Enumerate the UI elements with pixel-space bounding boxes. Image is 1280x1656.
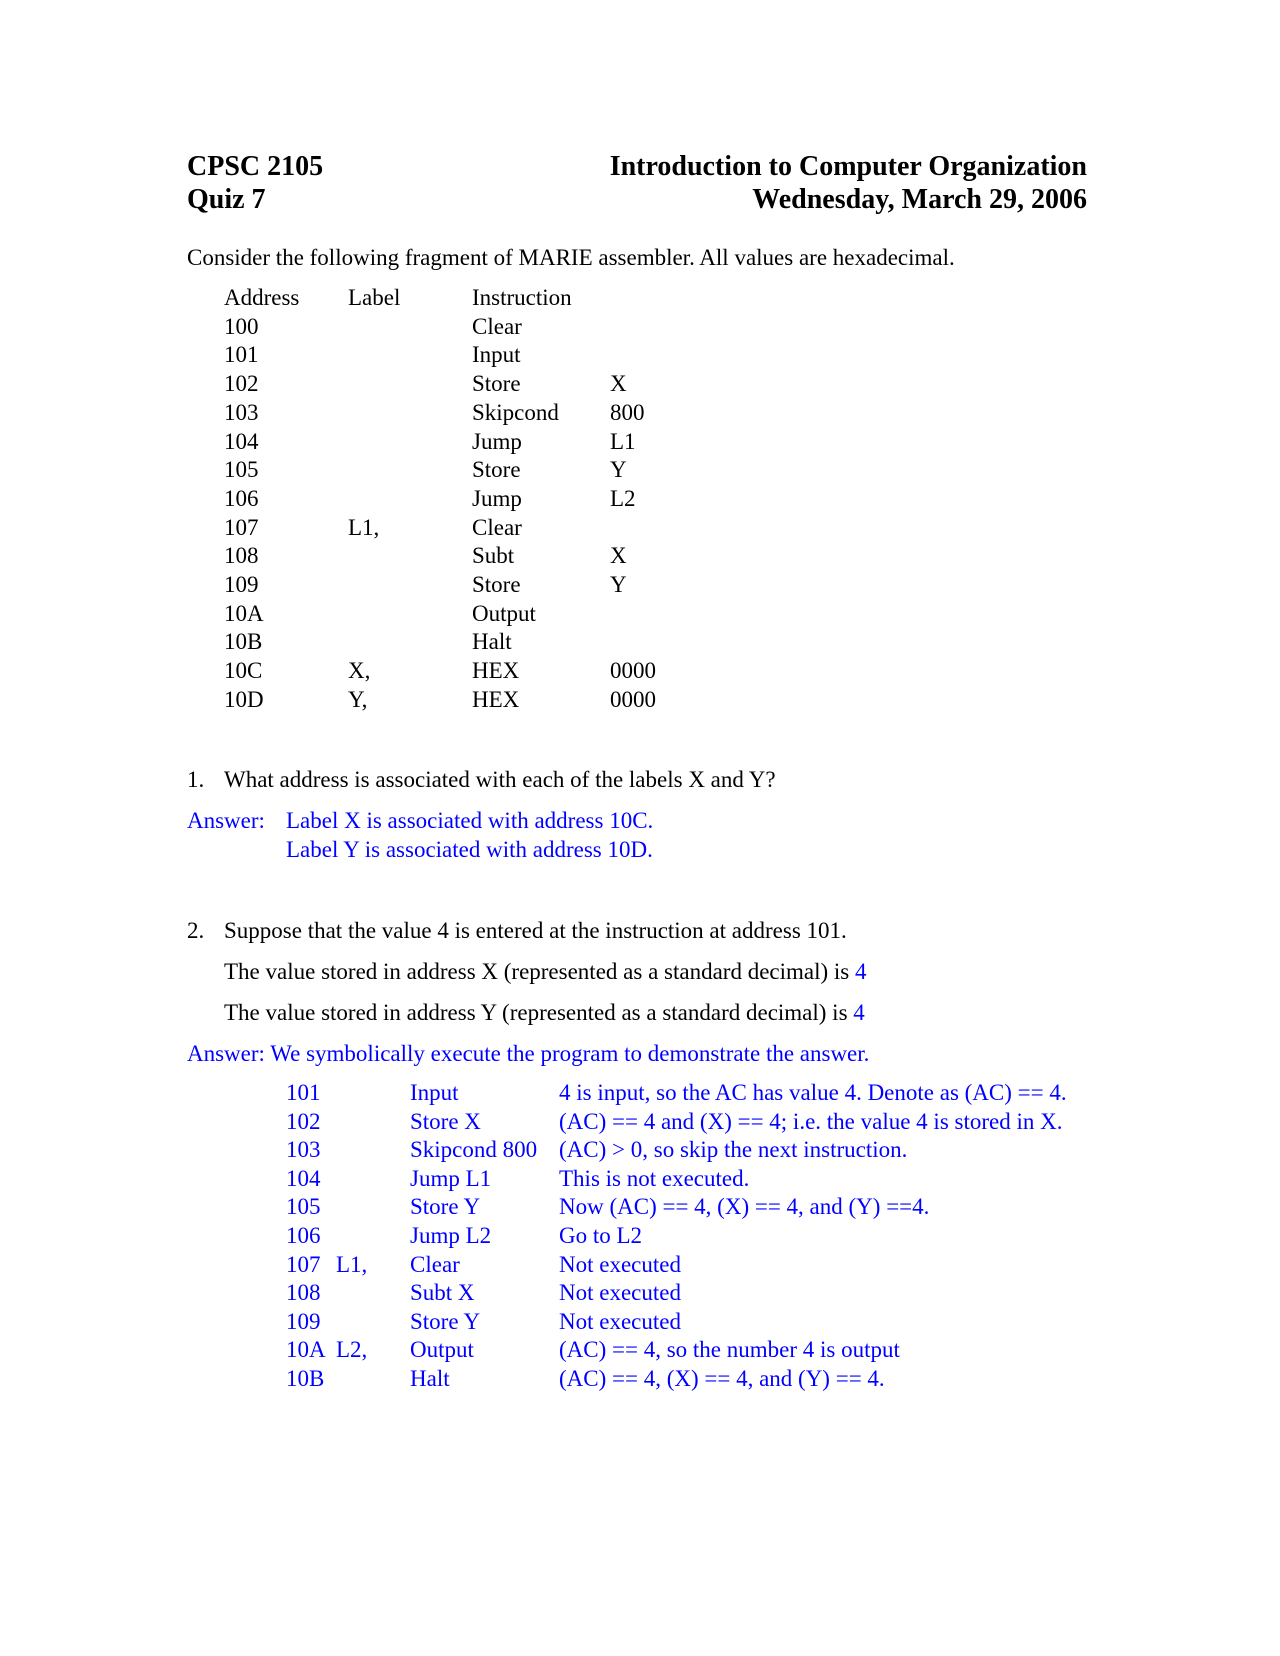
program-address: 100	[224, 313, 259, 339]
trace-row	[0, 1192, 1280, 1221]
trace-address: 10A	[286, 1337, 326, 1363]
trace-table	[0, 1078, 1280, 1408]
quiz-number: Quiz 7	[187, 184, 266, 215]
trace-instruction: Output	[410, 1337, 474, 1363]
trace-row	[0, 1135, 1280, 1164]
program-instruction: Store	[472, 457, 521, 483]
program-row	[0, 570, 1280, 599]
program-operand: Y	[610, 457, 627, 483]
program-address: 108	[224, 543, 259, 569]
q2-number: 2.	[187, 918, 205, 943]
program-address: 104	[224, 428, 259, 454]
q1-question: What address is associated with each of the labels X and Y?	[224, 767, 776, 792]
program-row	[0, 369, 1280, 398]
program-address: 103	[224, 399, 259, 425]
q2-x-value: 4	[854, 959, 867, 984]
program-instruction: Store	[472, 572, 521, 597]
trace-note: Not executed	[559, 1251, 681, 1277]
trace-row	[0, 1107, 1280, 1136]
program-row	[0, 541, 1280, 570]
trace-address: 109	[286, 1308, 321, 1334]
program-operand: Y	[610, 572, 627, 597]
trace-note: 4 is input, so the AC has value 4. Denote as (AC) == 4.	[559, 1080, 1067, 1105]
program-address: 106	[224, 485, 259, 511]
program-row	[0, 599, 1280, 628]
program-instruction: Subt	[472, 543, 515, 569]
trace-note: (AC) == 4, so the number 4 is output	[559, 1337, 900, 1363]
trace-address: 10B	[286, 1366, 325, 1391]
program-address: 102	[224, 371, 259, 397]
program-label: L1,	[348, 514, 380, 540]
trace-note: (AC) > 0, so skip the next instruction.	[559, 1137, 908, 1163]
program-instruction: Output	[472, 600, 536, 626]
trace-row	[0, 1278, 1280, 1307]
program-instruction: Clear	[472, 313, 522, 339]
program-instruction: Jump	[472, 485, 522, 511]
program-row	[0, 455, 1280, 484]
trace-instruction: Jump L1	[410, 1165, 492, 1191]
trace-address: 103	[286, 1137, 321, 1163]
trace-address: 105	[286, 1194, 321, 1220]
trace-label: L2,	[336, 1337, 368, 1363]
program-table	[0, 283, 1280, 723]
program-operand: L1	[610, 428, 636, 454]
program-instruction: Input	[472, 342, 521, 368]
trace-note: (AC) == 4 and (X) == 4; i.e. the value 4 is stored in X.	[559, 1108, 1063, 1134]
trace-instruction: Input	[410, 1080, 459, 1105]
q1-number: 1.	[187, 767, 205, 792]
q1-answer-x: Label X is associated with address 10C.	[286, 808, 654, 833]
trace-note: Not executed	[559, 1308, 681, 1334]
program-address: 10B	[224, 629, 263, 655]
label-column-header: Label	[348, 285, 401, 310]
program-address: 107	[224, 514, 259, 540]
program-row	[0, 398, 1280, 427]
q1-answer-label: Answer:	[187, 808, 265, 833]
trace-note: Go to L2	[559, 1223, 643, 1248]
trace-row	[0, 1250, 1280, 1279]
program-label: X,	[348, 658, 371, 684]
program-operand: 0000	[610, 686, 656, 712]
program-row	[0, 656, 1280, 685]
program-label: Y,	[348, 686, 368, 712]
program-operand: X	[610, 371, 627, 397]
program-row	[0, 312, 1280, 341]
program-address: 10D	[224, 686, 264, 712]
trace-address: 104	[286, 1165, 321, 1191]
quiz-date: Wednesday, March 29, 2006	[752, 184, 1087, 215]
program-instruction: Halt	[472, 629, 512, 655]
program-operand: 800	[610, 399, 645, 425]
program-address: 105	[224, 457, 259, 483]
trace-address: 106	[286, 1223, 321, 1248]
program-instruction: HEX	[472, 658, 520, 684]
trace-instruction: Jump L2	[410, 1223, 492, 1248]
program-instruction: Clear	[472, 514, 522, 540]
trace-row	[0, 1078, 1280, 1107]
program-instruction: Store	[472, 371, 521, 397]
q1-answer-y: Label Y is associated with address 10D.	[286, 837, 653, 862]
q2-answer-intro: Answer: We symbolically execute the program to demonstrate the answer.	[187, 1041, 870, 1066]
q2-x-line	[224, 958, 866, 985]
trace-note: Now (AC) == 4, (X) == 4, and (Y) ==4.	[559, 1194, 930, 1220]
trace-row	[0, 1364, 1280, 1393]
trace-address: 101	[286, 1080, 321, 1105]
course-title: Introduction to Computer Organization	[609, 151, 1087, 182]
program-row	[0, 513, 1280, 542]
trace-instruction: Halt	[410, 1366, 450, 1391]
address-column-header: Address	[224, 285, 300, 310]
program-address: 10C	[224, 658, 263, 684]
program-address: 109	[224, 572, 259, 597]
trace-note: Not executed	[559, 1280, 681, 1306]
trace-label: L1,	[336, 1251, 368, 1277]
trace-instruction: Store Y	[410, 1308, 481, 1334]
program-row	[0, 427, 1280, 456]
trace-instruction: Subt X	[410, 1280, 475, 1306]
q2-y-value: 4	[853, 1000, 865, 1025]
trace-note: This is not executed.	[559, 1165, 750, 1191]
program-operand: 0000	[610, 658, 656, 684]
trace-instruction: Store Y	[410, 1194, 481, 1220]
trace-address: 108	[286, 1280, 321, 1306]
trace-row	[0, 1307, 1280, 1336]
program-row	[0, 340, 1280, 369]
trace-address: 102	[286, 1108, 321, 1134]
q2-y-line	[224, 999, 865, 1026]
trace-row	[0, 1335, 1280, 1364]
program-address: 101	[224, 342, 259, 368]
program-operand: X	[610, 543, 627, 569]
intro-text: Consider the following fragment of MARIE assembler. All values are hexadecimal.	[187, 245, 955, 270]
program-operand: L2	[610, 485, 636, 511]
trace-row	[0, 1164, 1280, 1193]
program-row	[0, 484, 1280, 513]
program-address: 10A	[224, 600, 264, 626]
program-instruction: HEX	[472, 686, 520, 712]
trace-instruction: Store X	[410, 1108, 481, 1134]
course-code: CPSC 2105	[187, 151, 324, 182]
program-row	[0, 685, 1280, 714]
trace-instruction: Skipcond 800	[410, 1137, 538, 1163]
q2-x-text: The value stored in address X (represented as a standard decimal) is	[224, 959, 850, 984]
instruction-column-header: Instruction	[472, 285, 572, 310]
program-table-header	[0, 283, 1280, 312]
q2-y-text: The value stored in address Y (represented as a standard decimal) is	[224, 1000, 848, 1025]
trace-note: (AC) == 4, (X) == 4, and (Y) == 4.	[559, 1366, 885, 1391]
program-instruction: Jump	[472, 428, 522, 454]
trace-instruction: Clear	[410, 1251, 460, 1277]
program-row	[0, 627, 1280, 656]
q2-question: Suppose that the value 4 is entered at the instruction at address 101.	[224, 918, 847, 943]
program-instruction: Skipcond	[472, 399, 559, 425]
trace-address: 107	[286, 1251, 321, 1277]
trace-row	[0, 1221, 1280, 1250]
